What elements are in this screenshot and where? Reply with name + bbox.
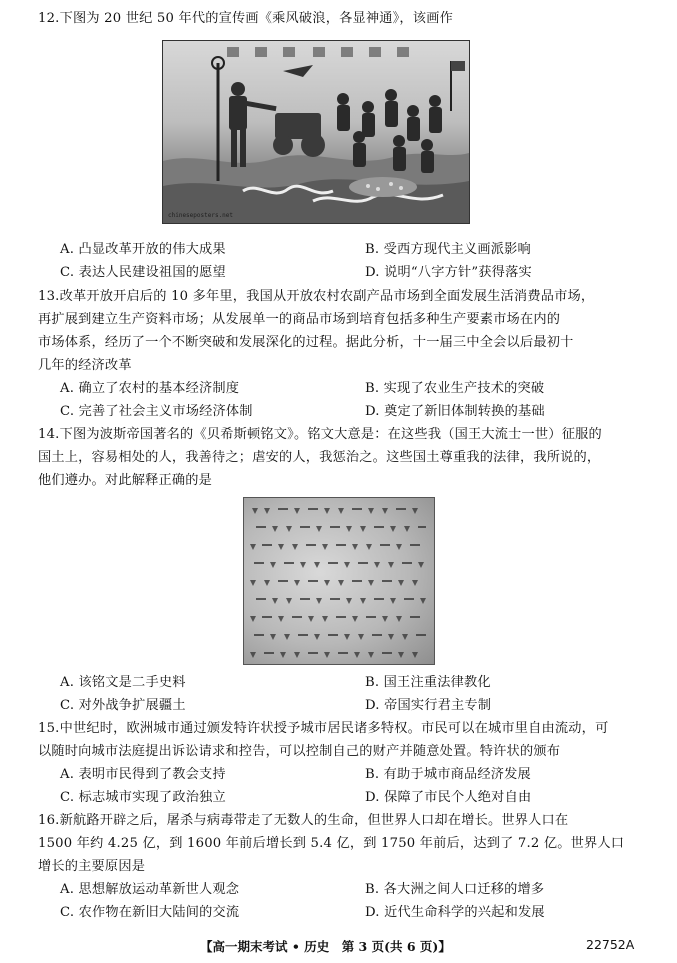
q15-stem-line-1: 15.中世纪时，欧洲城市通过颁发特许状授予城市居民诸多特权。市民可以在城市里自由流动，可 xyxy=(38,721,609,736)
q14-option-b[interactable]: B. 国王注重法律教化 xyxy=(365,675,491,690)
q13-option-c[interactable]: C. 完善了社会主义市场经济体制 xyxy=(60,404,253,419)
q13-stem-line-2: 再扩展到建立生产资料市场；从发展单一的商品市场到培育包括多种生产要素市场在内的 xyxy=(38,312,561,327)
page-footer: 【高一期末考试 • 历史 第 3 页(共 6 页)】 xyxy=(200,939,451,954)
q14-stem-line-1: 14.下图为波斯帝国著名的《贝希斯顿铭文》。铭文大意是：在这些我（国王大流士一世）征服的 xyxy=(38,427,602,442)
q13-option-d[interactable]: D. 奠定了新旧体制转换的基础 xyxy=(365,404,545,419)
q13-option-a[interactable]: A. 确立了农村的基本经济制度 xyxy=(60,381,240,396)
q12-option-c[interactable]: C. 表达人民建设祖国的愿望 xyxy=(60,265,226,280)
cuneiform-texture xyxy=(244,498,434,664)
q16-option-c[interactable]: C. 农作物在新旧大陆间的交流 xyxy=(60,905,240,920)
q15-option-a[interactable]: A. 表明市民得到了教会支持 xyxy=(60,767,226,782)
q14-option-a[interactable]: A. 该铭文是二手史料 xyxy=(60,675,186,690)
q14-option-c[interactable]: C. 对外战争扩展疆土 xyxy=(60,698,186,713)
q13-stem-line-4: 几年的经济改革 xyxy=(38,358,132,373)
q12-stem: 12.下图为 20 世纪 50 年代的宣传画《乘风破浪，各显神通》，该画作 xyxy=(38,11,453,26)
q14-option-d[interactable]: D. 帝国实行君主专制 xyxy=(365,698,492,713)
q14-stem-line-3: 他们遵办。对此解释正确的是 xyxy=(38,473,213,488)
q13-option-b[interactable]: B. 实现了农业生产技术的突破 xyxy=(365,381,545,396)
q16-option-a[interactable]: A. 思想解放运动革新世人观念 xyxy=(60,882,240,897)
q12-option-b[interactable]: B. 受西方现代主义画派影响 xyxy=(365,242,531,257)
q16-stem-line-2: 1500 年约 4.25 亿，到 1600 年前后增长到 5.4 亿，到 1750 年前后，达到了 7.2 亿。世界人口 xyxy=(38,836,625,851)
poster-illustration xyxy=(163,41,469,223)
q14-stem-line-2: 国土上，容易相处的人，我善待之；虐安的人，我惩治之。这些国土尊重我的法律，我所说的， xyxy=(38,450,601,465)
q13-stem-line-3: 市场体系，经历了一个不断突破和发展深化的过程。据此分析，十一届三中全会以后最初十 xyxy=(38,335,574,350)
q15-option-d[interactable]: D. 保障了市民个人绝对自由 xyxy=(365,790,532,805)
q16-stem-line-3: 增长的主要原因是 xyxy=(38,859,146,874)
behistun-inscription-image xyxy=(243,497,435,665)
propaganda-poster-image xyxy=(162,40,470,224)
q16-stem-line-1: 16.新航路开辟之后，屠杀与病毒带走了无数人的生命，但世界人口却在增长。世界人口在 xyxy=(38,813,569,828)
q12-option-a[interactable]: A. 凸显改革开放的伟大成果 xyxy=(60,242,226,257)
q15-option-b[interactable]: B. 有助于城市商品经济发展 xyxy=(365,767,531,782)
q15-option-c[interactable]: C. 标志城市实现了政治独立 xyxy=(60,790,226,805)
q16-option-d[interactable]: D. 近代生命科学的兴起和发展 xyxy=(365,905,545,920)
q15-stem-line-2: 以随时向城市法庭提出诉讼请求和控告，可以控制自己的财产并随意处置。特许状的颁布 xyxy=(38,744,561,759)
q13-stem-line-1: 13.改革开放开启后的 10 多年里，我国从开放农村农副产品市场到全面发展生活消费品市场， xyxy=(38,289,595,304)
exam-code: 22752A xyxy=(586,937,635,952)
poster-source-caption: chineseposters.net xyxy=(168,212,234,219)
q12-option-d[interactable]: D. 说明“八字方针”获得落实 xyxy=(365,265,532,280)
q16-option-b[interactable]: B. 各大洲之间人口迁移的增多 xyxy=(365,882,545,897)
